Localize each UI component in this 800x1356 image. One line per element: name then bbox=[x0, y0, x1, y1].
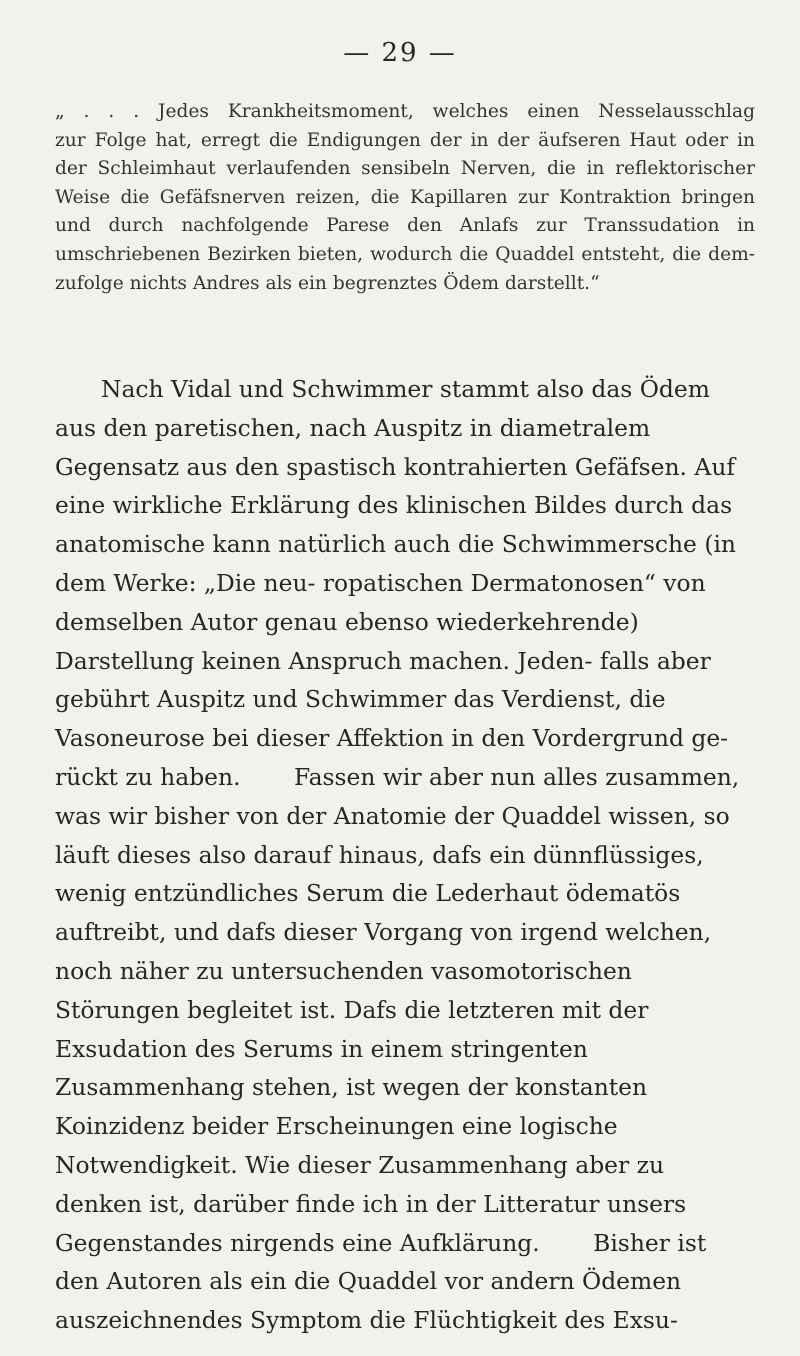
body-line: ropatischen Dermatonosen“ von demselben Autor genau ebenso bbox=[55, 568, 706, 636]
quote-line: zur Folge hat, erregt die Endigungen der in der äufseren Haut oder in bbox=[55, 129, 755, 151]
body-line: Koinzidenz beider Erscheinungen eine logische Notwendigkeit. bbox=[55, 1112, 618, 1179]
body-line: hinaus, dafs ein dünnflüssiges, wenig entzündliches bbox=[55, 840, 704, 908]
body-line: Serum die Lederhaut ödematös auftreibt, und dafs bbox=[55, 879, 681, 947]
body-line: rückt zu haben. bbox=[55, 762, 241, 791]
body-line: falls aber gebührt Auspitz und Schwimmer das Verdienst, die bbox=[55, 646, 711, 714]
body-line: Vasoneurose bei dieser Affektion in den Vordergrund ge- bbox=[55, 724, 729, 753]
body-line: aus den spastisch kontrahierten Gefäfsen. Auf eine wirkliche bbox=[55, 452, 736, 520]
quote-line: umschriebenen Bezirken bieten, wodurch die Quaddel entsteht, die dem- bbox=[55, 243, 755, 265]
quote-line: zufolge nichts Andres als ein begrenztes Ödem darstellt.“ bbox=[55, 272, 600, 294]
body-line: natürlich auch die Schwimmersche (in dem Werke: „Die neu- bbox=[55, 530, 736, 597]
body-line: aus den paretischen, nach Auspitz in diametralem Gegensatz bbox=[55, 413, 651, 481]
body-line: Nach Vidal und Schwimmer stammt also das Ödem bbox=[101, 375, 710, 403]
body-line: ist. Dafs die letzteren mit der Exsudation des Serums in einem bbox=[55, 995, 649, 1063]
body-line: Fassen wir aber nun alles zusammen, was wir bisher von bbox=[55, 762, 740, 830]
quote-line: und durch nachfolgende Parese den Anlafs zur Transsudation in bbox=[55, 215, 755, 237]
body-line: Erklärung des klinischen Bildes durch das anatomische kann bbox=[55, 491, 733, 559]
body-line: in der Litteratur unsers Gegenstandes nirgends eine Aufklärung. bbox=[55, 1189, 687, 1257]
body-line: wiederkehrende) Darstellung keinen Anspruch machen. Jeden- bbox=[55, 607, 639, 675]
page-number: — 29 — bbox=[343, 38, 457, 68]
quoted-passage bbox=[55, 98, 755, 298]
body-line: dieser Vorgang von irgend welchen, noch näher zu bbox=[55, 918, 712, 985]
quote-line: der Schleimhaut verlaufenden sensibeln Nerven, die in reflektorischer bbox=[55, 158, 755, 180]
body-line: Wie dieser Zusammenhang aber zu denken ist, darüber finde ich bbox=[55, 1150, 665, 1218]
body-line: der Anatomie der Quaddel wissen, so läuft dieses also darauf bbox=[55, 801, 730, 869]
body-text bbox=[55, 370, 755, 1340]
body-line: stringenten Zusammenhang stehen, ist wegen der konstanten bbox=[55, 1034, 648, 1102]
body-line: Ödemen auszeichnendes Symptom die Flüchtigkeit des Exsu- bbox=[55, 1267, 682, 1335]
body-line: untersuchenden vasomotorischen Störungen begleitet bbox=[55, 956, 632, 1024]
body-line: Bisher ist den Autoren als ein die Quaddel vor andern bbox=[55, 1228, 707, 1296]
quote-line: Weise die Gefäfsnerven reizen, die Kapillaren zur Kontraktion bringen bbox=[55, 186, 755, 208]
quote-line: „ . . . Jedes Krankheitsmoment, welches einen Nesselausschlag bbox=[55, 101, 755, 122]
